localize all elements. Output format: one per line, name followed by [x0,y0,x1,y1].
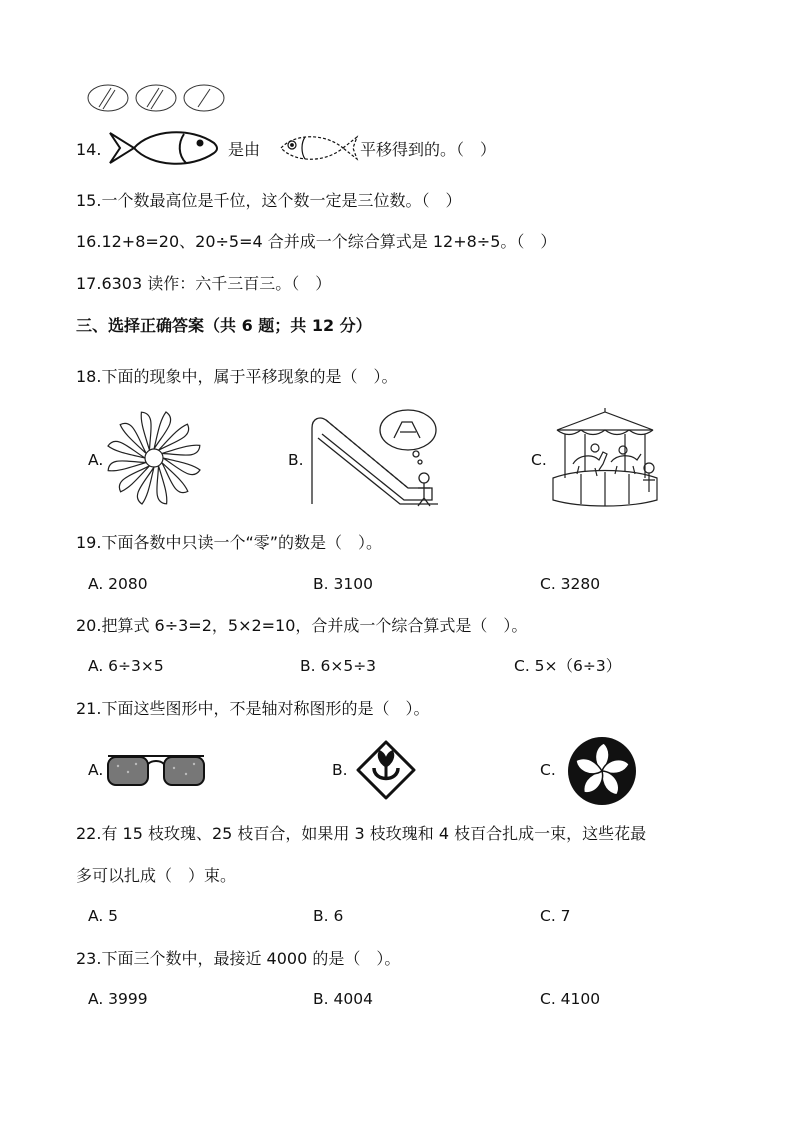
fish-solid-icon [106,125,218,171]
question-14-end-text: 平移得到的。（ ） [360,140,497,159]
q20-option-b: B. 6×5÷3 [300,657,377,675]
question-20: 20.把算式 6÷3=2，5×2=10，合并成一个综合算式是（ ）。 [76,616,528,635]
stick-bundles-figure [86,82,231,114]
question-22-line-1: 22.有 15 枝玫瑰、25 枝百合，如果用 3 枝玫瑰和 4 枝百合扎成一束，这些花最 [76,824,647,843]
escalator-icon [308,408,448,508]
q22-option-c: C. 7 [540,907,571,925]
q18-option-b-label: B. [288,451,304,469]
question-21: 21.下面这些图形中，不是轴对称图形的是（ ）。 [76,699,430,718]
q20-option-a: A. 6÷3×5 [88,657,164,675]
fish-dashed-icon [275,131,360,167]
q23-option-a: A. 3999 [88,990,148,1008]
question-14-number: 14. [76,140,102,159]
q21-option-c-label: C. [540,761,556,779]
q18-option-c-label: C. [531,451,547,469]
bauhinia-flower-icon [567,736,637,806]
q22-option-a: A. 5 [88,907,119,925]
q18-option-a-label: A. [88,451,104,469]
question-19: 19.下面各数中只读一个“零”的数是（ ）。 [76,533,383,552]
q23-option-c: C. 4100 [540,990,601,1008]
question-18: 18.下面的现象中，属于平移现象的是（ ）。 [76,367,398,386]
pinwheel-icon [106,410,202,506]
question-15: 15.一个数最高位是千位，这个数一定是三位数。（ ） [76,191,462,210]
q21-option-a-label: A. [88,761,104,779]
question-17: 17.6303 读作：六千三百三。（ ） [76,274,332,293]
question-14-mid-text: 是由 [228,140,261,159]
sunglasses-icon [104,752,210,792]
q19-option-b: B. 3100 [313,575,373,593]
q23-option-b: B. 4004 [313,990,373,1008]
q20-option-c: C. 5×（6÷3） [514,657,622,675]
q19-option-a: A. 2080 [88,575,148,593]
q19-option-c: C. 3280 [540,575,601,593]
q21-option-b-label: B. [332,761,348,779]
question-16: 16.12+8=20、20÷5=4 合并成一个综合算式是 12+8÷5。（ ） [76,232,557,251]
carousel-icon [551,408,659,508]
question-23: 23.下面三个数中，最接近 4000 的是（ ）。 [76,949,401,968]
question-14 [76,139,101,161]
q22-option-b: B. 6 [313,907,344,925]
section-3-heading: 三、选择正确答案（共 6 题；共 12 分） [76,316,372,335]
emblem-icon [356,740,416,800]
question-22-line-2: 多可以扎成（ ）束。 [76,866,237,885]
